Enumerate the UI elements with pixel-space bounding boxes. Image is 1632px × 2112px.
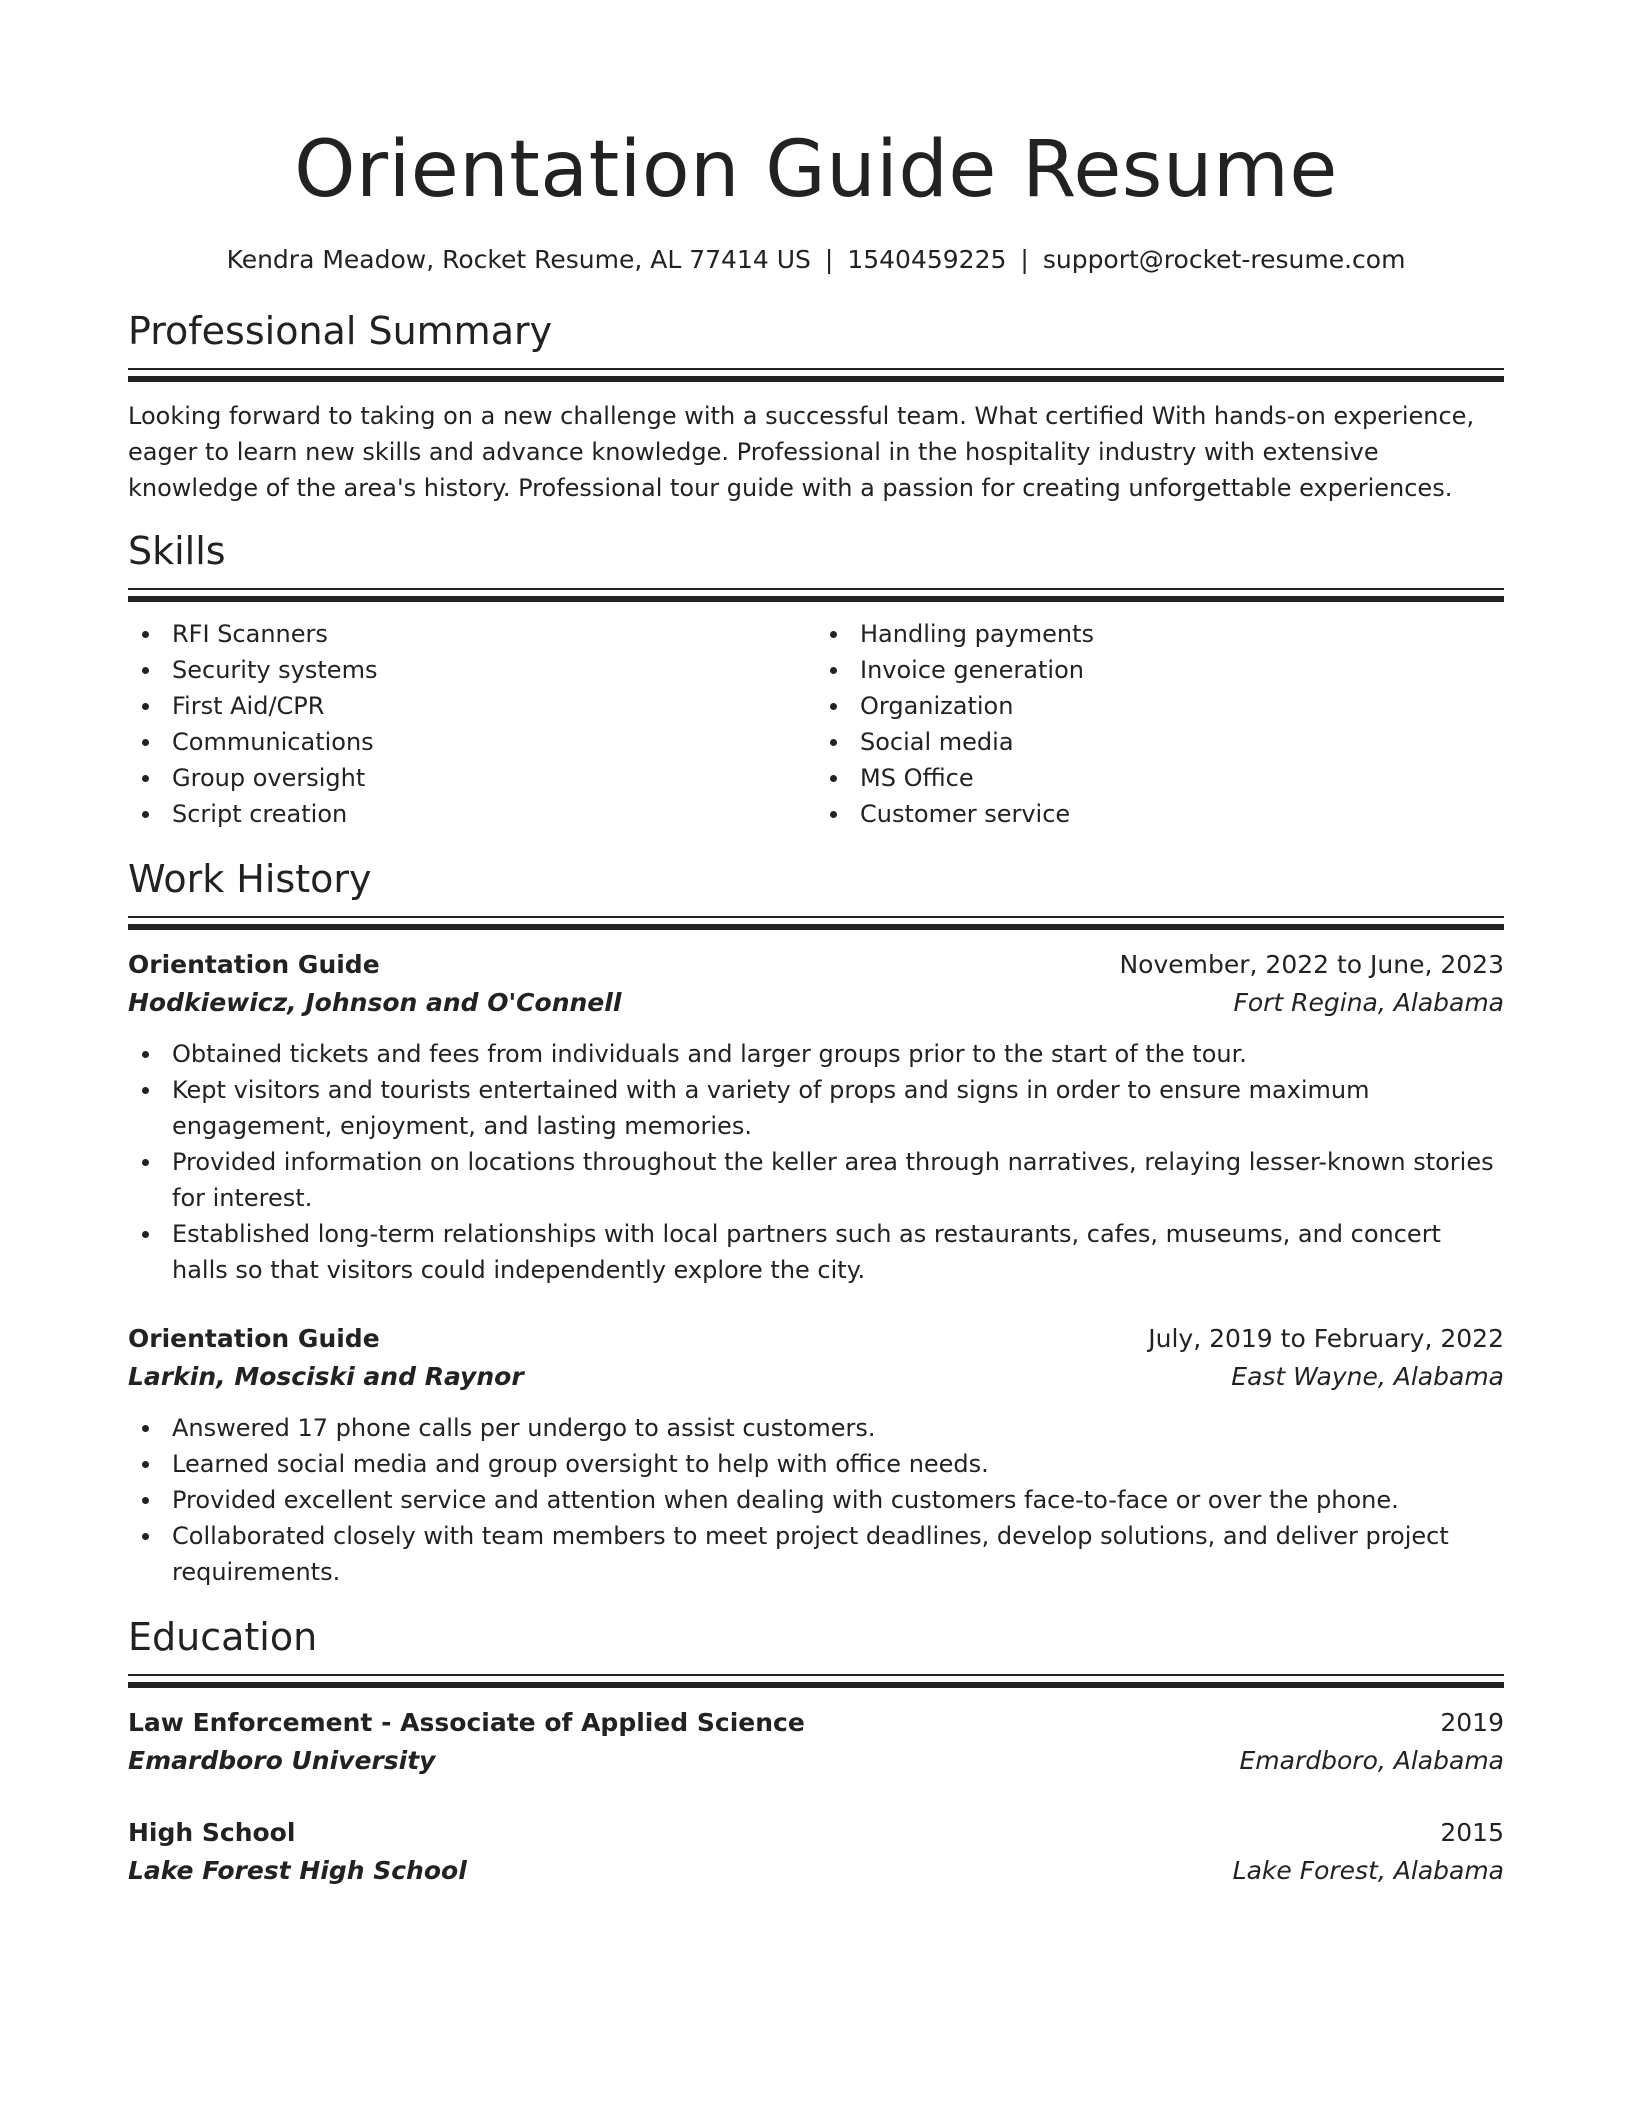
job-header-row <box>128 946 1504 984</box>
job-bullets <box>128 1410 1504 1590</box>
job-entry <box>128 1320 1504 1590</box>
education-degree: Law Enforcement - Associate of Applied Science <box>128 1708 805 1737</box>
contact-address: Kendra Meadow, Rocket Resume, AL 77414 US <box>226 245 811 274</box>
job-dates: July, 2019 to February, 2022 <box>1148 1324 1504 1353</box>
section-heading-skills: Skills <box>128 529 226 573</box>
education-school-row <box>128 1852 1504 1890</box>
job-bullet: Collaborated closely with team members to meet project deadlines, develop solutions, and deliver project requirements. <box>128 1518 1504 1590</box>
section-heading-work-history: Work History <box>128 857 372 901</box>
skill-item: Script creation <box>128 796 816 832</box>
education-year: 2019 <box>1440 1708 1504 1737</box>
skill-item: Group oversight <box>128 760 816 796</box>
job-company-row <box>128 984 1504 1022</box>
job-location: Fort Regina, Alabama <box>1233 988 1504 1017</box>
resume-title: Orientation Guide Resume <box>294 125 1338 215</box>
job-bullet: Kept visitors and tourists entertained with a variety of props and signs in order to ensure maximum engagement, enjoyment, and lasting memories. <box>128 1072 1504 1144</box>
job-bullet: Provided excellent service and attention when dealing with customers face-to-face or over the phone. <box>128 1482 1504 1518</box>
education-school-row <box>128 1742 1504 1780</box>
job-bullet: Answered 17 phone calls per undergo to assist customers. <box>128 1410 1504 1446</box>
skill-item: Organization <box>816 688 1504 724</box>
education-school: Emardboro University <box>128 1746 436 1775</box>
job-company: Larkin, Mosciski and Raynor <box>128 1362 524 1391</box>
summary-text: Looking forward to taking on a new challenge with a successful team. What certified With hands-on experience, eager to learn new skills and advance knowledge. Professional in the hospitality industry with extensive knowledge of the area's history. Professional tour guide with a passion for creating unforgettable experiences. <box>128 402 1475 502</box>
skills-list-right <box>816 616 1504 832</box>
job-company-row <box>128 1358 1504 1396</box>
education-entry <box>128 1704 1504 1780</box>
section-divider <box>128 368 1504 382</box>
skill-item: First Aid/CPR <box>128 688 816 724</box>
section-divider <box>128 588 1504 602</box>
job-title: Orientation Guide <box>128 950 380 979</box>
job-entry <box>128 946 1504 1288</box>
job-bullets <box>128 1036 1504 1288</box>
skill-item: Communications <box>128 724 816 760</box>
contact-separator: | <box>824 245 834 274</box>
education-section <box>128 1612 1504 1890</box>
education-school: Lake Forest High School <box>128 1856 467 1885</box>
education-location: Lake Forest, Alabama <box>1232 1856 1504 1885</box>
skill-item: Customer service <box>816 796 1504 832</box>
education-header-row <box>128 1704 1504 1742</box>
skill-item: MS Office <box>816 760 1504 796</box>
job-bullet: Learned social media and group oversight to help with office needs. <box>128 1446 1504 1482</box>
section-heading-summary: Professional Summary <box>128 309 553 353</box>
section-divider <box>128 1674 1504 1688</box>
summary-section <box>128 306 1504 506</box>
skill-item: Handling payments <box>816 616 1504 652</box>
job-location: East Wayne, Alabama <box>1231 1362 1504 1391</box>
education-location: Emardboro, Alabama <box>1239 1746 1504 1775</box>
section-heading-education: Education <box>128 1615 318 1659</box>
job-bullet: Provided information on locations throughout the keller area through narratives, relaying lesser-known stories for interest. <box>128 1144 1504 1216</box>
job-dates: November, 2022 to June, 2023 <box>1119 950 1504 979</box>
job-bullet: Established long-term relationships with local partners such as restaurants, cafes, museums, and concert halls so that visitors could independently explore the city. <box>128 1216 1504 1288</box>
contact-separator: | <box>1020 245 1029 274</box>
job-header-row <box>128 1320 1504 1358</box>
education-header-row <box>128 1814 1504 1852</box>
contact-email: support@rocket-resume.com <box>1042 245 1406 274</box>
education-degree: High School <box>128 1818 296 1847</box>
contact-phone: 1540459225 <box>847 245 1007 274</box>
skill-item: Invoice generation <box>816 652 1504 688</box>
skills-section <box>128 526 1504 832</box>
skill-item: RFI Scanners <box>128 616 816 652</box>
skill-item: Security systems <box>128 652 816 688</box>
contact-line <box>128 244 1504 276</box>
education-year: 2015 <box>1440 1818 1504 1847</box>
job-title: Orientation Guide <box>128 1324 380 1353</box>
education-entry <box>128 1814 1504 1890</box>
job-company: Hodkiewicz, Johnson and O'Connell <box>128 988 622 1017</box>
skills-columns <box>128 616 1504 832</box>
skill-item: Social media <box>816 724 1504 760</box>
job-bullet: Obtained tickets and fees from individuals and larger groups prior to the start of the tour. <box>128 1036 1504 1072</box>
skills-list-left <box>128 616 816 832</box>
work-history-section <box>128 854 1504 1590</box>
section-divider <box>128 916 1504 930</box>
